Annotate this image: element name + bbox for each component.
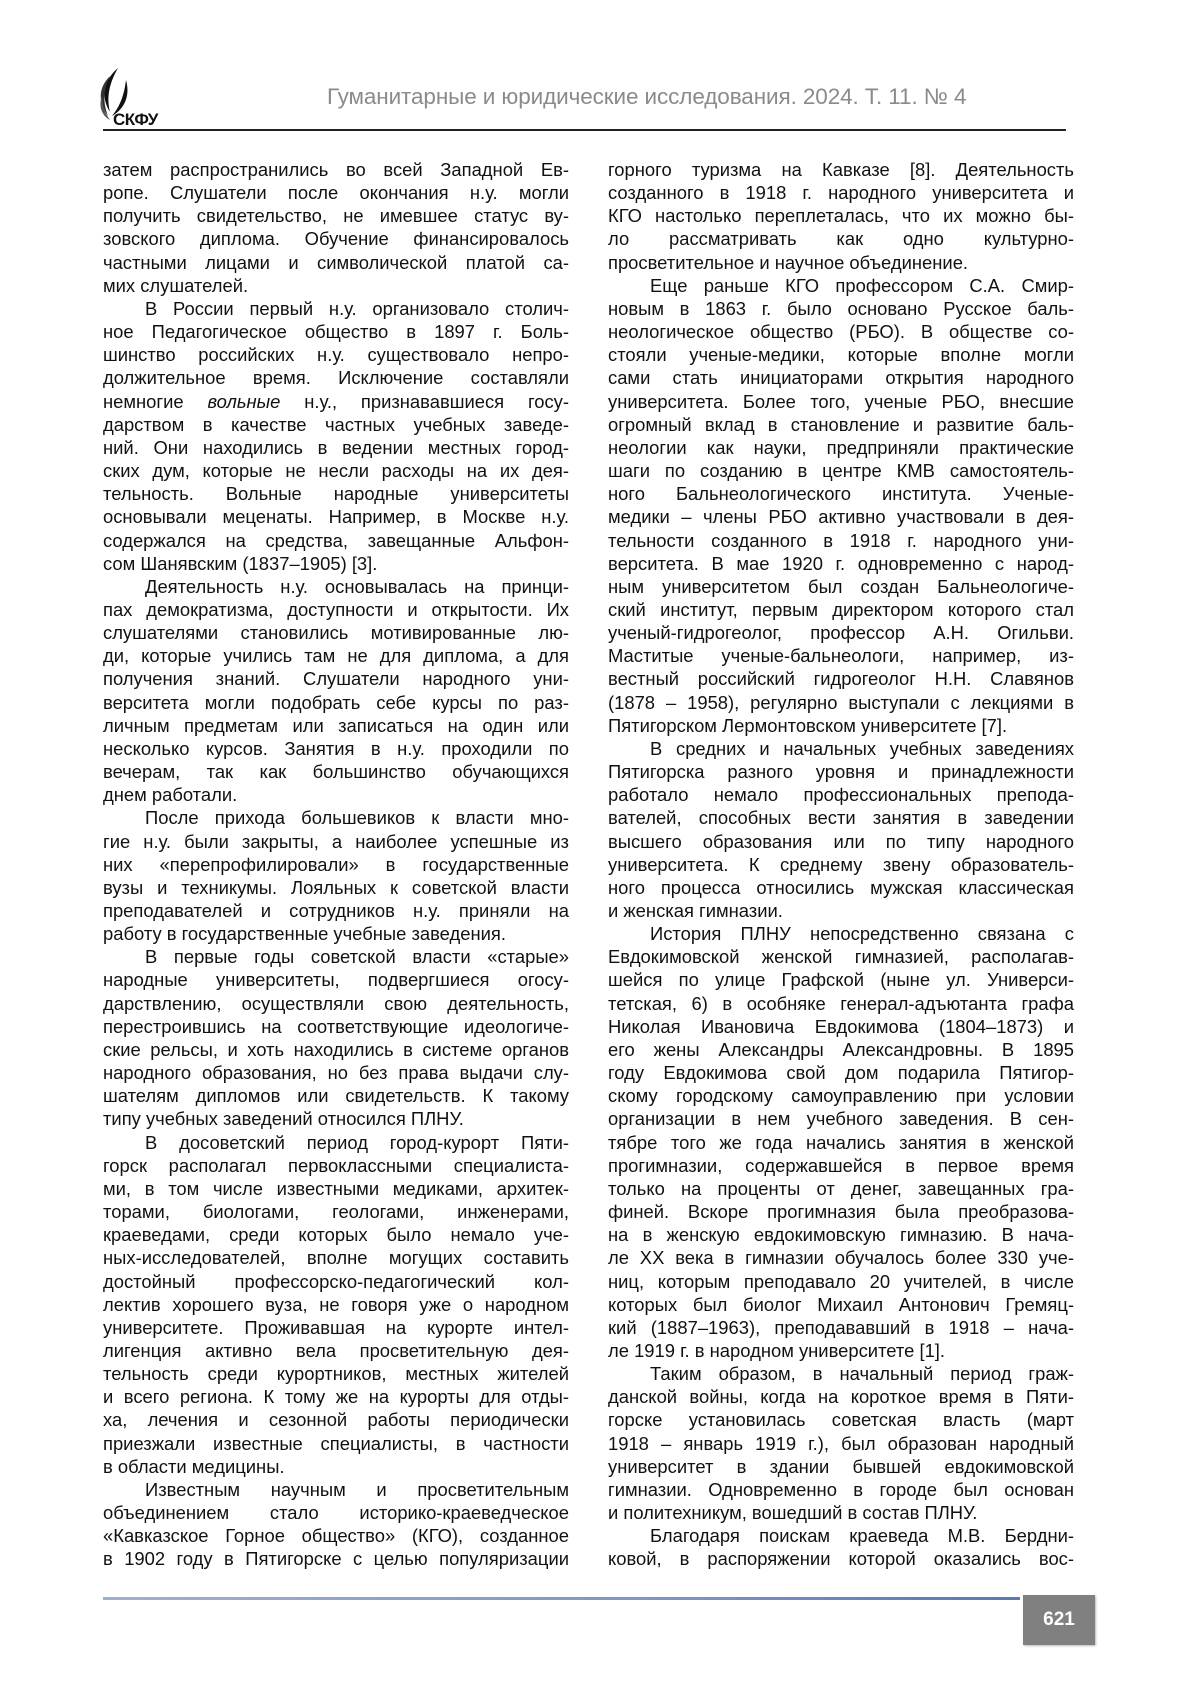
text-line: вестный российский гидрогеолог Н.Н. Славянов	[608, 667, 1074, 690]
text-line: несколько курсов. Занятия в н.у. проходили по	[103, 737, 569, 760]
journal-running-header: Гуманитарные и юридические исследования. 2024. Т. 11. № 4	[327, 84, 966, 110]
text-line: огромный вклад в становление и развитие баль-	[608, 413, 1074, 436]
text-line: шателям дипломов или свидетельств. К такому	[103, 1084, 569, 1107]
text-line: финей. Вскоре прогимназия была преобразова-	[608, 1200, 1074, 1223]
text-line: получить свидетельство, не имевшее статус ву-	[103, 204, 569, 227]
text-line: сом Шанявским (1837–1905) [3].	[103, 552, 569, 575]
text-line: Таким образом, в начальный период граж-	[608, 1362, 1074, 1385]
text-line: зовского диплома. Обучение финансировалось	[103, 227, 569, 250]
text-line: В досоветский период город-курорт Пяти-	[103, 1131, 569, 1154]
paragraph	[103, 1131, 569, 1478]
text-line: Евдокимовской женской гимназией, располагав-	[608, 945, 1074, 968]
text-line: После прихода большевиков к власти мно-	[103, 806, 569, 829]
text-line: торами, биологами, геологами, инженерами,	[103, 1200, 569, 1223]
text-line: Пятигорском Лермонтовском университете [7].	[608, 714, 1074, 737]
text-line: тетская, 6) в особняке генерал-адъютанта графа	[608, 992, 1074, 1015]
italic-term: вольные	[207, 391, 280, 412]
text-line: шаги по созданию в центре КМВ самостоятель-	[608, 459, 1074, 482]
text-line: должительное время. Исключение составляли	[103, 366, 569, 389]
header-divider	[103, 129, 1066, 131]
text-line: новым в 1863 г. было основано Русское баль-	[608, 297, 1074, 320]
text-line: Николая Ивановича Евдокимова (1804–1873) и	[608, 1015, 1074, 1038]
text-line: краеведами, среди которых было немало уче-	[103, 1223, 569, 1246]
text-line: В первые годы советской власти «старые»	[103, 945, 569, 968]
logo-text: СКФУ	[113, 110, 158, 130]
text-line: созданного в 1918 г. народного университета и	[608, 181, 1074, 204]
text-line: мих слушателей.	[103, 274, 569, 297]
paragraph	[103, 297, 569, 575]
text-line: сами стать инициаторами открытия народного	[608, 366, 1074, 389]
text-column-right	[608, 158, 1074, 1571]
text-line: шейся по улице Графской (ныне ул. Универси-	[608, 968, 1074, 991]
paragraph	[608, 1362, 1074, 1524]
text-line: История ПЛНУ непосредственно связана с	[608, 922, 1074, 945]
text-line: университета. Более того, ученые РБО, внесшие	[608, 390, 1074, 413]
text-line: университет в здании бывшей евдокимовской	[608, 1455, 1074, 1478]
paragraph	[608, 922, 1074, 1362]
text-line: неологии как науки, предприняли практические	[608, 436, 1074, 459]
text-line: ным университетом был создан Бальнеологиче-	[608, 575, 1074, 598]
text-line: тельности созданного в 1918 г. народного уни-	[608, 529, 1074, 552]
text-line: верситета. В мае 1920 г. одновременно с народ-	[608, 552, 1074, 575]
text-line: В средних и начальных учебных заведениях	[608, 737, 1074, 760]
text-line: получения знаний. Слушатели народного уни-	[103, 667, 569, 690]
text-line: ский институт, первым директором которого стал	[608, 598, 1074, 621]
text-line: данской войны, когда на короткое время в Пяти-	[608, 1385, 1074, 1408]
text-line: тябре того же года начались занятия в женской	[608, 1131, 1074, 1154]
text-line: только на проценты от денег, завещанных гра-	[608, 1177, 1074, 1200]
footer-divider	[103, 1597, 1020, 1600]
text-line: приезжали известные специалисты, в частности	[103, 1432, 569, 1455]
text-line: и политехникум, вошедший в состав ПЛНУ.	[608, 1501, 1074, 1524]
text-line: личным предметам или записаться на один или	[103, 714, 569, 737]
text-line: вечерам, так как большинство обучающихся	[103, 760, 569, 783]
text-line: ле 1919 г. в народном университете [1].	[608, 1339, 1074, 1362]
text-line: днем работали.	[103, 783, 569, 806]
text-line: Пятигорска разного уровня и принадлежности	[608, 760, 1074, 783]
text-line: ученый-гидрогеолог, профессор А.Н. Огильви.	[608, 621, 1074, 644]
text-line: скому городскому самоуправлению при условии	[608, 1084, 1074, 1107]
text-line: В России первый н.у. организовало столич-	[103, 297, 569, 320]
paragraph	[103, 1478, 569, 1571]
text-line: лигенция активно вела просветительную дея-	[103, 1339, 569, 1362]
text-line: ных-исследователей, вполне могущих составить	[103, 1246, 569, 1269]
text-column-left	[103, 158, 569, 1571]
text-line: лектив хорошего вуза, не говоря уже о народном	[103, 1293, 569, 1316]
paragraph	[103, 575, 569, 807]
text-line: работу в государственные учебные заведения.	[103, 922, 569, 945]
text-line: его жены Александры Александровны. В 1895	[608, 1038, 1074, 1061]
text-line: работало немало профессиональных препода-	[608, 783, 1074, 806]
text-line: ло рассматривать как одно культурно-	[608, 227, 1074, 250]
text-line: на в женскую евдокимовскую гимназию. В нача-	[608, 1223, 1074, 1246]
text-line: основывали меценаты. Например, в Москве н.у.	[103, 505, 569, 528]
text-line: содержался на средства, завещанные Альфон-	[103, 529, 569, 552]
text-line: (1878 – 1958), регулярно выступали с лекциями в	[608, 691, 1074, 714]
text-line: народные университеты, подвергшиеся огосу-	[103, 968, 569, 991]
text-line: типу учебных заведений относился ПЛНУ.	[103, 1107, 569, 1130]
text-line: гимназии. Одновременно в городе был основан	[608, 1478, 1074, 1501]
text-line: дарством в качестве частных учебных заведе-	[103, 413, 569, 436]
text-line: перестроившись на соответствующие идеологиче-	[103, 1015, 569, 1038]
text-line: «Кавказское Горное общество» (КГО), созданное	[103, 1524, 569, 1547]
text-line: которых был биолог Михаил Антонович Гремяц-	[608, 1293, 1074, 1316]
text-line: народного образования, но без права выдачи слу-	[103, 1061, 569, 1084]
text-line: горск располагал первоклассными специалиста-	[103, 1154, 569, 1177]
paragraph	[103, 806, 569, 945]
page-number: 621	[1023, 1595, 1095, 1645]
text-line: ди, которые учились там не для диплома, а для	[103, 644, 569, 667]
paragraph	[103, 945, 569, 1130]
text-line: верситета могли подобрать себе курсы по раз-	[103, 691, 569, 714]
text-line	[103, 390, 569, 413]
text-line: высшего образования или по типу народного	[608, 830, 1074, 853]
text-line: ские рельсы, и хоть находились в системе органов	[103, 1038, 569, 1061]
text-line: университете. Проживавшая на курорте интел-	[103, 1316, 569, 1339]
text-line: ного Бальнеологического института. Ученые-	[608, 482, 1074, 505]
paragraph	[608, 158, 1074, 274]
text-line: и всего региона. К тому же на курорты для отды-	[103, 1385, 569, 1408]
paragraph	[103, 158, 569, 297]
text-line: ниц, которым преподавало 20 учителей, в числе	[608, 1270, 1074, 1293]
text-line: Маститые ученые-бальнеологи, например, из-	[608, 644, 1074, 667]
text-line: прогимназии, содержавшейся в первое время	[608, 1154, 1074, 1177]
text-line: году Евдокимова свой дом подарила Пятигор-	[608, 1061, 1074, 1084]
text-line: ний. Они находились в ведении местных город-	[103, 436, 569, 459]
text-line: тельность среди курортников, местных жителей	[103, 1362, 569, 1385]
text-line: ских дум, которые не несли расходы на их дея-	[103, 459, 569, 482]
text-line: вузы и техникумы. Лояльных к советской власти	[103, 876, 569, 899]
text-line: них «перепрофилировали» в государственные	[103, 853, 569, 876]
text-line: ле XX века в гимназии обучалось более 330 уче-	[608, 1246, 1074, 1269]
text-line: Известным научным и просветительным	[103, 1478, 569, 1501]
text-line: шинство российских н.у. существовало непро-	[103, 343, 569, 366]
text-line: вателей, способных вести занятия в заведении	[608, 806, 1074, 829]
text-line: ропе. Слушатели после окончания н.у. могли	[103, 181, 569, 204]
paragraph	[608, 1524, 1074, 1570]
paragraph	[608, 274, 1074, 737]
text-line: кий (1887–1963), преподававший в 1918 – нача-	[608, 1316, 1074, 1339]
text-line: преподавателей и сотрудников н.у. приняли на	[103, 899, 569, 922]
text-line: университета. К среднему звену образователь-	[608, 853, 1074, 876]
text-line: гие н.у. были закрыты, а наиболее успешные из	[103, 830, 569, 853]
text-line: ковой, в распоряжении которой оказались вос-	[608, 1547, 1074, 1570]
text-line: слушателями становились мотивированные лю-	[103, 621, 569, 644]
text-line: и женская гимназии.	[608, 899, 1074, 922]
text-line: ми, в том числе известными медиками, архитек-	[103, 1177, 569, 1200]
text-line: горного туризма на Кавказе [8]. Деятельность	[608, 158, 1074, 181]
text-run: н.у., признававшиеся госу-	[280, 391, 569, 412]
text-line: КГО настолько переплеталась, что их можно бы-	[608, 204, 1074, 227]
text-line: неологическое общество (РБО). В обществе со-	[608, 320, 1074, 343]
text-line: 1918 – январь 1919 г.), был образован народный	[608, 1432, 1074, 1455]
text-line: ного процесса относились мужская классическая	[608, 876, 1074, 899]
text-line: затем распространились во всей Западной Ев-	[103, 158, 569, 181]
text-line: пах демократизма, доступности и открытости. Их	[103, 598, 569, 621]
text-line: частными лицами и символической платой са-	[103, 251, 569, 274]
text-line: объединением стало историко-краеведческое	[103, 1501, 569, 1524]
paragraph	[608, 737, 1074, 922]
text-line: горске установилась советская власть (март	[608, 1408, 1074, 1431]
text-line: ха, лечения и сезонной работы периодически	[103, 1408, 569, 1431]
text-line: просветительное и научное объединение.	[608, 251, 1074, 274]
text-line: ное Педагогическое общество в 1897 г. Боль-	[103, 320, 569, 343]
text-line: Деятельность н.у. основывалась на принци-	[103, 575, 569, 598]
text-line: медики – члены РБО активно участвовали в дея-	[608, 505, 1074, 528]
text-line: Благодаря поискам краеведа М.В. Бердни-	[608, 1524, 1074, 1547]
text-run: немногие	[103, 391, 207, 412]
text-line: Еще раньше КГО профессором С.А. Смир-	[608, 274, 1074, 297]
text-line: тельность. Вольные народные университеты	[103, 482, 569, 505]
text-line: стояли ученые-медики, которые вполне могли	[608, 343, 1074, 366]
text-line: в области медицины.	[103, 1455, 569, 1478]
text-line: достойный профессорско-педагогический кол-	[103, 1270, 569, 1293]
text-line: дарствлению, осуществляли свою деятельность,	[103, 992, 569, 1015]
text-line: в 1902 году в Пятигорске с целью популяризации	[103, 1547, 569, 1570]
text-line: организации в нем учебного заведения. В сен-	[608, 1107, 1074, 1130]
